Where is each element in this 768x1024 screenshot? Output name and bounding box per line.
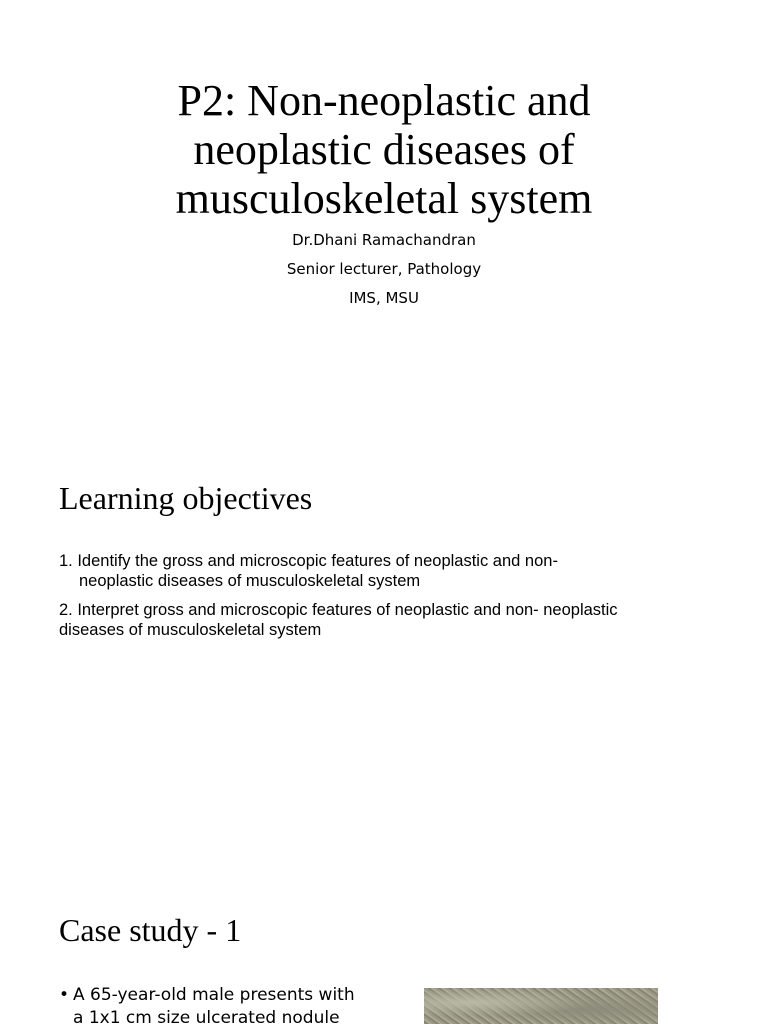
bullet-icon: • <box>59 985 70 1005</box>
objective-text-line: 2. Interpret gross and microscopic features of neoplastic and non- neoplastic <box>59 601 618 619</box>
objective-text-line: 1. Identify the gross and microscopic features of neoplastic and non- <box>59 552 558 570</box>
case-study-heading: Case study - 1 <box>59 912 242 948</box>
objective-text-line: diseases of musculoskeletal system <box>59 621 322 639</box>
objective-item <box>59 600 749 640</box>
author-affiliation: IMS, MSU <box>349 289 419 307</box>
slide-title-line: neoplastic diseases of <box>193 125 575 174</box>
objective-item <box>59 551 749 591</box>
author-role: Senior lecturer, Pathology <box>286 260 482 278</box>
learning-objectives-heading: Learning objectives <box>59 480 313 516</box>
slide-title-line: P2: Non-neoplastic and <box>177 76 591 125</box>
slide-title <box>0 76 768 223</box>
author-name: Dr.Dhani Ramachandran <box>292 231 476 249</box>
case-description-line: a 1x1 cm size ulcerated nodule <box>73 1008 340 1024</box>
objective-text-line: neoplastic diseases of musculoskeletal system <box>79 572 421 590</box>
case-clinical-photo <box>424 988 658 1024</box>
case-description-bullet <box>59 984 389 1024</box>
case-description-line: A 65-year-old male presents with <box>73 985 355 1005</box>
slide-title-line: musculoskeletal system <box>175 174 593 223</box>
